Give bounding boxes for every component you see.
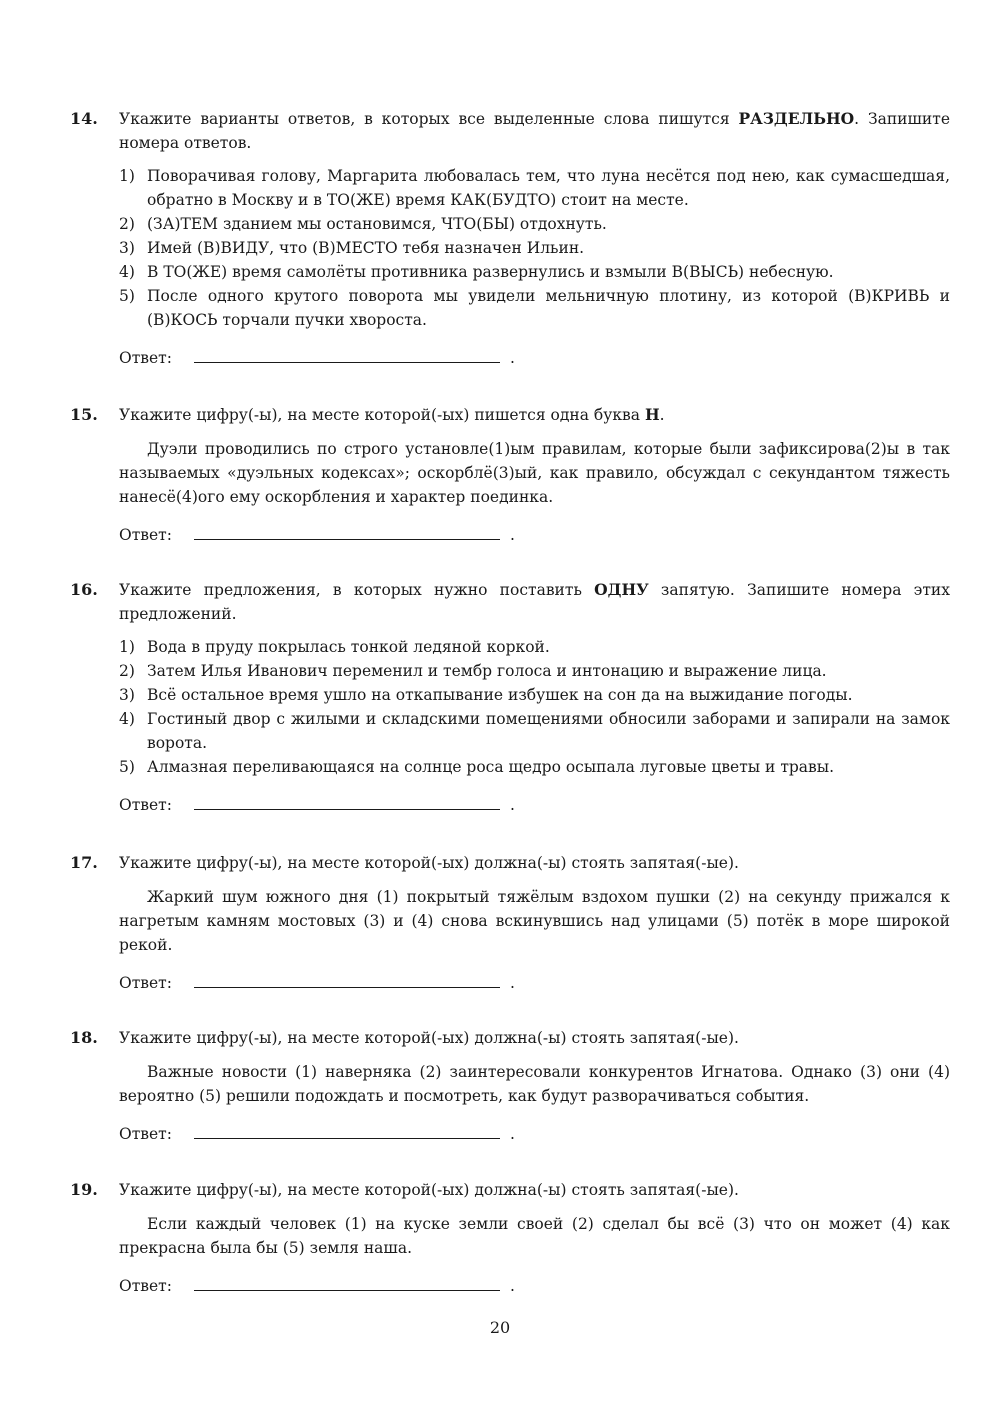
question-number: 19. xyxy=(70,1180,98,1199)
question-prompt: Укажите предложения, в которых нужно поставить ОДНУ запятую. Запишите номера этих предложений. xyxy=(119,580,951,623)
question-paragraph: Дуэли проводились по строго установле(1)ым правилам, которые были зафиксирова(2)ы в так называемых «дуэльных кодексах»; оскорблё(3)ый, как правило, обсуждал с секундантом тяжесть нанесё(4)ого ему оскорбления и характер поединка. xyxy=(119,440,950,506)
option-item: 2) Затем Илья Иванович переменил и тембр голоса и интонацию и выражение лица. xyxy=(119,662,827,680)
answer-field[interactable] xyxy=(194,525,500,540)
question-prompt: Укажите цифру(-ы), на месте которой(-ых) должна(-ы) стоять запятая(-ые). xyxy=(119,1181,739,1199)
question-number: 16. xyxy=(70,580,98,599)
question-number: 15. xyxy=(70,405,98,424)
emphasis: РАЗДЕЛЬНО xyxy=(738,109,855,128)
answer-row: Ответ: . xyxy=(119,346,950,370)
answer-field[interactable] xyxy=(194,348,500,363)
option-item: 4) В ТО(ЖЕ) время самолёты противника развернулись и взмыли В(ВЫСЬ) небесную. xyxy=(119,263,834,281)
answer-row: Ответ: . xyxy=(119,971,950,995)
question-19 xyxy=(70,1178,950,1298)
page-number: 20 xyxy=(489,1318,511,1337)
answer-row: Ответ: . xyxy=(119,1274,950,1298)
answer-label: Ответ: xyxy=(119,526,172,544)
option-item: 2) (ЗА)ТЕМ зданием мы остановимся, ЧТО(БЫ) отдохнуть. xyxy=(119,215,607,233)
answer-row: Ответ: . xyxy=(119,1122,950,1146)
answer-label: Ответ: xyxy=(119,796,172,814)
question-paragraph: Жаркий шум южного дня (1) покрытый тяжёлым вздохом пушки (2) на секунду прижался к нагретым камням мостовых (3) и (4) снова вскинувшись над улицами (5) потёк в море широкой рекой. xyxy=(119,888,950,954)
question-17 xyxy=(70,851,950,995)
option-item: 3) Имей (В)ВИДУ, что (В)МЕСТО тебя назначен Ильин. xyxy=(119,239,585,257)
answer-row: Ответ: . xyxy=(119,793,950,817)
option-list xyxy=(119,635,950,779)
question-paragraph: Важные новости (1) наверняка (2) заинтересовали конкурентов Игнатова. Однако (3) они (4) вероятно (5) решили подождать и посмотреть, как будут разворачиваться события. xyxy=(119,1063,950,1105)
answer-field[interactable] xyxy=(194,973,500,988)
answer-field[interactable] xyxy=(194,795,500,810)
question-number: 17. xyxy=(70,853,98,872)
question-prompt: Укажите цифру(-ы), на месте которой(-ых) должна(-ы) стоять запятая(-ые). xyxy=(119,854,739,872)
question-16 xyxy=(70,578,950,817)
question-14 xyxy=(70,107,950,370)
answer-label: Ответ: xyxy=(119,1277,172,1295)
option-item: 4) Гостиный двор с жилыми и складскими помещениями обносили заборами и запирали на замок ворота. xyxy=(119,710,950,752)
option-item: 1) Поворачивая голову, Маргарита любовалась тем, что луна несётся под нею, как сумасшедшая, обратно в Москву и в ТО(ЖЕ) время КАК(БУДТО) стоит на месте. xyxy=(119,167,950,209)
answer-field[interactable] xyxy=(194,1276,500,1291)
answer-label: Ответ: xyxy=(119,349,172,367)
question-number: 18. xyxy=(70,1028,98,1047)
question-18 xyxy=(70,1026,950,1146)
question-15 xyxy=(70,403,950,547)
question-paragraph: Если каждый человек (1) на куске земли своей (2) сделал бы всё (3) что он может (4) как прекрасна была бы (5) земля наша. xyxy=(119,1215,950,1257)
question-number: 14. xyxy=(70,109,98,128)
option-list xyxy=(119,164,950,332)
option-item: 5) После одного крутого поворота мы увидели мельничную плотину, из которой (В)КРИВЬ и (В)КОСЬ торчали пучки хвороста. xyxy=(119,287,950,329)
question-prompt: Укажите цифру(-ы), на месте которой(-ых) должна(-ы) стоять запятая(-ые). xyxy=(119,1029,739,1047)
question-prompt: Укажите варианты ответов, в которых все выделенные слова пишутся РАЗДЕЛЬНО. Запишите номера ответов. xyxy=(119,109,950,152)
option-item: 5) Алмазная переливающаяся на солнце роса щедро осыпала луговые цветы и травы. xyxy=(119,758,835,776)
option-item: 3) Всё остальное время ушло на откапывание избушек на сон да на выжидание погоды. xyxy=(119,686,853,704)
answer-label: Ответ: xyxy=(119,974,172,992)
answer-field[interactable] xyxy=(194,1124,500,1139)
question-prompt: Укажите цифру(-ы), на месте которой(-ых) пишется одна буква Н. xyxy=(119,405,665,424)
emphasis: ОДНУ xyxy=(594,580,649,599)
answer-row: Ответ: . xyxy=(119,523,950,547)
option-item: 1) Вода в пруду покрылась тонкой ледяной коркой. xyxy=(119,638,550,656)
answer-label: Ответ: xyxy=(119,1125,172,1143)
emphasis: Н xyxy=(644,405,660,424)
